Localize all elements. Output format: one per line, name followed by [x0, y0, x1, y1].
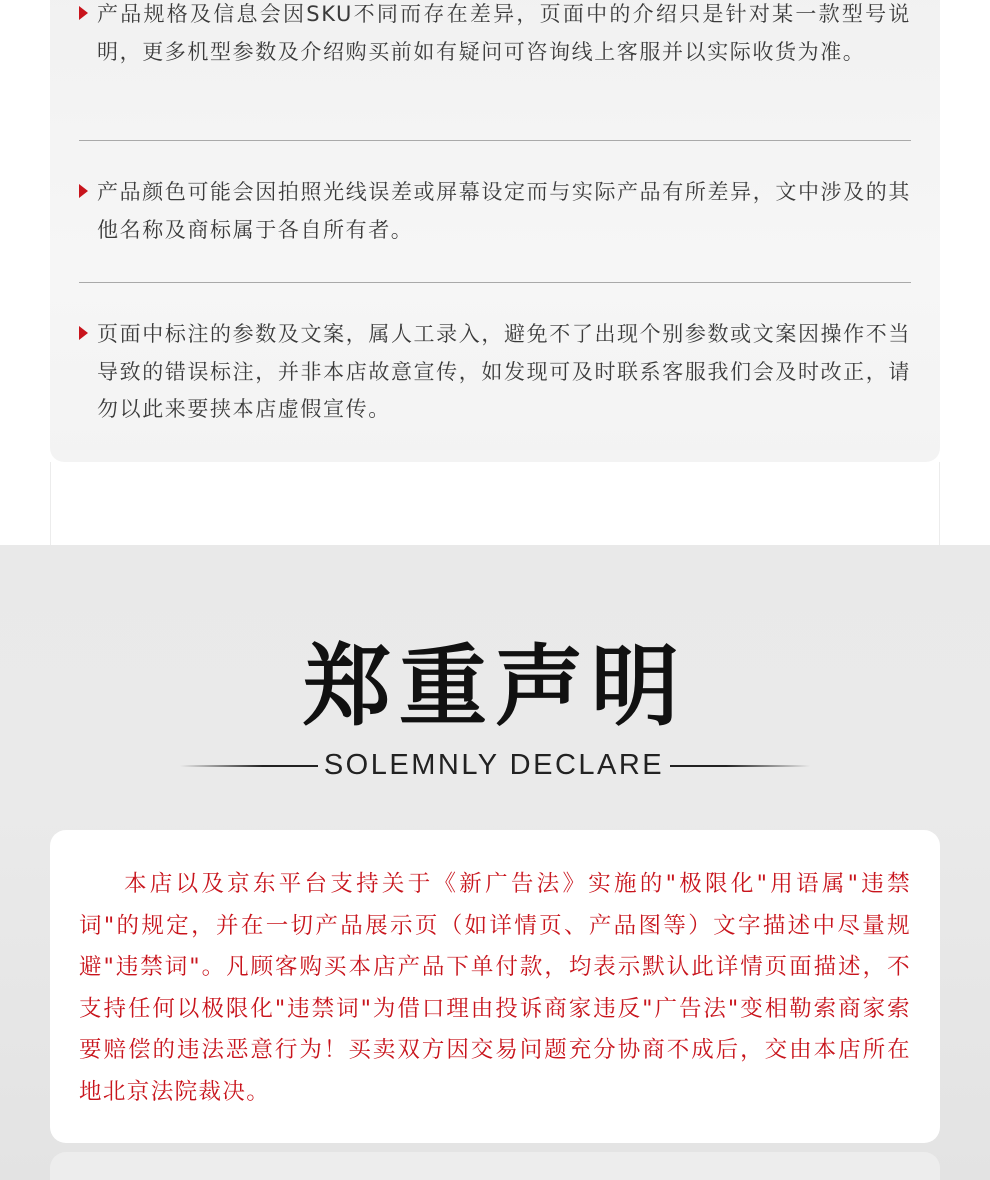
notice-item-spec [79, 0, 911, 71]
declaration-subtitle-row [0, 748, 990, 782]
product-notice-section [0, 0, 990, 545]
declaration-body: 本店以及京东平台支持关于《新广告法》实施的"极限化"用语属"违禁词"的规定，并在一切产品展示页（如详情页、产品图等）文字描述中尽量规避"违禁词"。凡顾客购买本店产品下单付款，均表示默认此详情页面描述，不支持任何以极限化"违禁词"为借口理由投诉商家违反"广告法"变相勒索商家索要赔偿的违法恶意行为！买卖双方因交易问题充分协商不成后，交由本店所在地北京法院裁决。 [79, 871, 911, 1105]
declaration-subtitle: SOLEMNLY DECLARE [323, 749, 665, 781]
subtitle-right-rule [670, 765, 810, 767]
notice-text: 产品规格及信息会因SKU不同而存在差异，页面中的介绍只是针对某一款型号说明，更多机型参数及介绍购买前如有疑问可咨询线上客服并以实际收货为准。 [97, 2, 911, 64]
triangle-bullet-icon [79, 184, 88, 198]
notice-divider [79, 282, 911, 283]
notice-card-frame [50, 462, 940, 545]
solemn-declaration-section [0, 545, 990, 1180]
subtitle-left-rule [180, 765, 318, 767]
triangle-bullet-icon [79, 326, 88, 340]
next-card-peek [50, 1152, 940, 1180]
notice-item-color [79, 174, 911, 249]
declaration-title: 郑重声明 [302, 635, 687, 738]
declaration-card [50, 830, 940, 1143]
notice-item-params [79, 316, 911, 429]
notice-text: 产品颜色可能会因拍照光线误差或屏幕设定而与实际产品有所差异，文中涉及的其他名称及商标属于各自所有者。 [97, 180, 911, 242]
notice-text: 页面中标注的参数及文案，属人工录入，避免不了出现个别参数或文案因操作不当导致的错误标注，并非本店故意宣传，如发现可及时联系客服我们会及时改正，请勿以此来要挟本店虚假宣传。 [97, 322, 911, 421]
triangle-bullet-icon [79, 6, 88, 20]
notice-divider [79, 140, 911, 141]
